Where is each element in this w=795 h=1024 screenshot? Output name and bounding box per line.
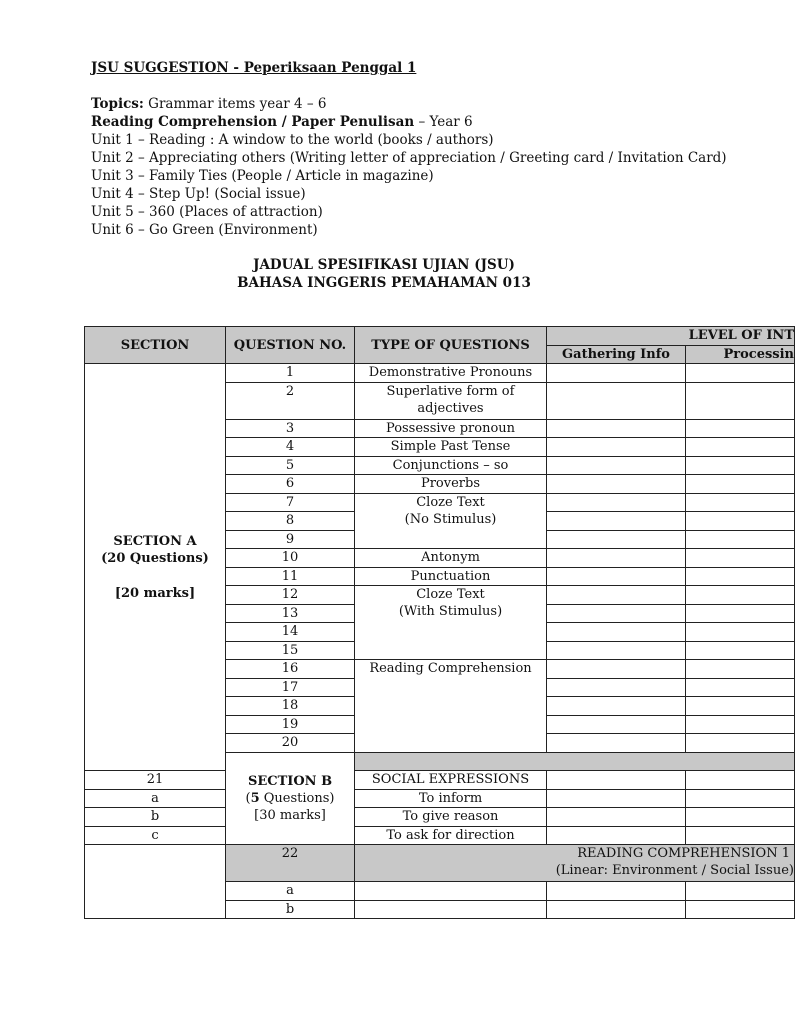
question-no: 1 <box>226 364 355 383</box>
section-b-questions-rest: Questions) <box>259 790 335 806</box>
processing-cell <box>686 493 795 512</box>
question-type <box>355 493 547 549</box>
gathering-cell <box>547 493 686 512</box>
question-no: c <box>85 826 226 845</box>
processing-cell <box>686 882 795 901</box>
gathering-cell <box>547 475 686 494</box>
gathering-cell <box>547 456 686 475</box>
processing-cell <box>686 734 795 753</box>
gathering-cell <box>547 808 686 827</box>
gathering-cell <box>547 586 686 605</box>
question-no: 4 <box>226 438 355 457</box>
question-no: 8 <box>226 512 355 531</box>
table-row <box>85 826 795 845</box>
processing-cell <box>686 382 795 419</box>
question-no: 12 <box>226 586 355 605</box>
processing-cell <box>686 475 795 494</box>
section-b-name: SECTION B <box>247 773 333 789</box>
question-type-line: READING COMPREHENSION 1 <box>577 846 790 861</box>
processing-cell <box>686 549 795 568</box>
question-no: a <box>226 882 355 901</box>
question-no: 7 <box>226 493 355 512</box>
topics-label: Topics: <box>91 96 144 112</box>
question-type: To inform <box>355 789 547 808</box>
processing-cell <box>686 438 795 457</box>
question-no: b <box>85 808 226 827</box>
gathering-cell <box>547 697 686 716</box>
header-gathering: Gathering Info <box>547 345 686 364</box>
question-no: 2 <box>226 382 355 419</box>
header-row-1 <box>85 327 795 346</box>
reading-line <box>91 113 473 131</box>
question-no: 16 <box>226 660 355 679</box>
unit-3: Unit 3 – Family Ties (People / Article in magazine) <box>91 168 434 184</box>
section-b-questions-num: 5 <box>250 790 260 806</box>
question-no: 11 <box>226 567 355 586</box>
gathering-cell <box>547 900 686 919</box>
question-type <box>355 882 547 901</box>
processing-cell <box>686 364 795 383</box>
unit-6: Unit 6 – Go Green (Environment) <box>91 222 318 238</box>
gathering-cell <box>547 678 686 697</box>
question-type-line: adjectives <box>417 400 484 416</box>
section-a-cell <box>85 364 226 771</box>
processing-cell <box>686 697 795 716</box>
gathering-cell <box>547 530 686 549</box>
processing-cell <box>686 771 795 790</box>
header-level: LEVEL OF INT <box>547 327 795 346</box>
table-row <box>85 845 795 882</box>
processing-cell <box>686 456 795 475</box>
table-row <box>85 789 795 808</box>
header-processing: Processin <box>686 345 795 364</box>
question-type-line: Cloze Text <box>416 587 485 602</box>
processing-cell <box>686 604 795 623</box>
question-type: SOCIAL EXPRESSIONS <box>355 771 547 790</box>
section-a-name: SECTION A <box>113 533 197 549</box>
table-row <box>85 364 795 383</box>
question-type: Proverbs <box>355 475 547 494</box>
section-b-cell <box>226 752 355 845</box>
header-section: SECTION <box>85 327 226 364</box>
section-blank-cell <box>85 845 226 919</box>
processing-cell <box>686 567 795 586</box>
question-no: 17 <box>226 678 355 697</box>
question-type <box>355 586 547 660</box>
section-b-marks: [30 marks] <box>254 807 326 823</box>
processing-cell <box>686 678 795 697</box>
gathering-cell <box>547 641 686 660</box>
processing-cell <box>686 900 795 919</box>
document-title: JSU SUGGESTION - Peperiksaan Penggal 1 <box>91 60 417 76</box>
gathering-cell <box>547 771 686 790</box>
gathering-cell <box>547 364 686 383</box>
question-type: Possessive pronoun <box>355 419 547 438</box>
processing-cell <box>686 715 795 734</box>
question-type: Antonym <box>355 549 547 568</box>
processing-cell <box>686 586 795 605</box>
question-type: Conjunctions – so <box>355 456 547 475</box>
question-type: To ask for direction <box>355 826 547 845</box>
unit-2: Unit 2 – Appreciating others (Writing letter of appreciation / Greeting card / Invitation Card) <box>91 150 727 166</box>
question-type-line: (Linear: Environment / Social Issue) <box>555 863 794 878</box>
question-no: 22 <box>226 845 355 882</box>
question-no: 20 <box>226 734 355 753</box>
gathering-cell <box>547 382 686 419</box>
gathering-cell <box>547 623 686 642</box>
question-no: 5 <box>226 456 355 475</box>
jadual-title: JADUAL SPESIFIKASI UJIAN (JSU) <box>253 257 515 273</box>
processing-cell <box>686 808 795 827</box>
question-no: 13 <box>226 604 355 623</box>
question-no: 10 <box>226 549 355 568</box>
question-type <box>355 382 547 419</box>
gathering-cell <box>547 789 686 808</box>
question-no: 18 <box>226 697 355 716</box>
question-type-line: Superlative form of <box>386 383 515 399</box>
jadual-subtitle: BAHASA INGGERIS PEMAHAMAN 013 <box>237 275 531 291</box>
shaded-separator <box>355 752 795 771</box>
topics-value: Grammar items year 4 – 6 <box>143 96 327 112</box>
table-row <box>85 771 795 790</box>
question-type: To give reason <box>355 808 547 827</box>
section-a-marks: [20 marks] <box>114 585 196 601</box>
processing-cell <box>686 512 795 531</box>
processing-cell <box>686 419 795 438</box>
question-type-line: (No Stimulus) <box>404 511 497 527</box>
processing-cell <box>686 826 795 845</box>
gathering-cell <box>547 826 686 845</box>
question-type-line: Cloze Text <box>416 494 485 510</box>
unit-4: Unit 4 – Step Up! (Social issue) <box>91 186 306 202</box>
processing-cell <box>686 623 795 642</box>
processing-cell <box>686 530 795 549</box>
jsu-table <box>84 326 795 919</box>
question-type: Simple Past Tense <box>355 438 547 457</box>
question-type: Reading Comprehension <box>355 660 547 753</box>
gathering-cell <box>547 549 686 568</box>
gathering-cell <box>547 882 686 901</box>
question-no: 19 <box>226 715 355 734</box>
processing-cell <box>686 789 795 808</box>
unit-5: Unit 5 – 360 (Places of attraction) <box>91 204 323 220</box>
gathering-cell <box>547 419 686 438</box>
header-type: TYPE OF QUESTIONS <box>355 327 547 364</box>
gathering-cell <box>547 604 686 623</box>
gathering-cell <box>547 715 686 734</box>
section-a-questions: (20 Questions) <box>101 550 209 566</box>
section-b-questions: (5 Questions) <box>245 790 335 806</box>
table-row <box>85 808 795 827</box>
question-no: 9 <box>226 530 355 549</box>
question-no: 3 <box>226 419 355 438</box>
question-no: a <box>85 789 226 808</box>
processing-cell <box>686 660 795 679</box>
question-no: b <box>226 900 355 919</box>
question-no: 21 <box>85 771 226 790</box>
gathering-cell <box>547 660 686 679</box>
header-question-no: QUESTION NO. <box>226 327 355 364</box>
question-type: Punctuation <box>355 567 547 586</box>
question-type <box>355 845 795 882</box>
gathering-cell <box>547 438 686 457</box>
question-type: Demonstrative Pronouns <box>355 364 547 383</box>
question-type-line: (With Stimulus) <box>398 604 503 619</box>
reading-value: – Year 6 <box>414 114 473 130</box>
gathering-cell <box>547 567 686 586</box>
question-no: 6 <box>226 475 355 494</box>
gathering-cell <box>547 512 686 531</box>
gathering-cell <box>547 734 686 753</box>
reading-label: Reading Comprehension / Paper Penulisan <box>91 114 415 130</box>
question-type <box>355 900 547 919</box>
unit-1: Unit 1 – Reading : A window to the world (books / authors) <box>91 132 494 148</box>
topics-line <box>91 95 327 113</box>
question-no: 14 <box>226 623 355 642</box>
processing-cell <box>686 641 795 660</box>
question-no: 15 <box>226 641 355 660</box>
